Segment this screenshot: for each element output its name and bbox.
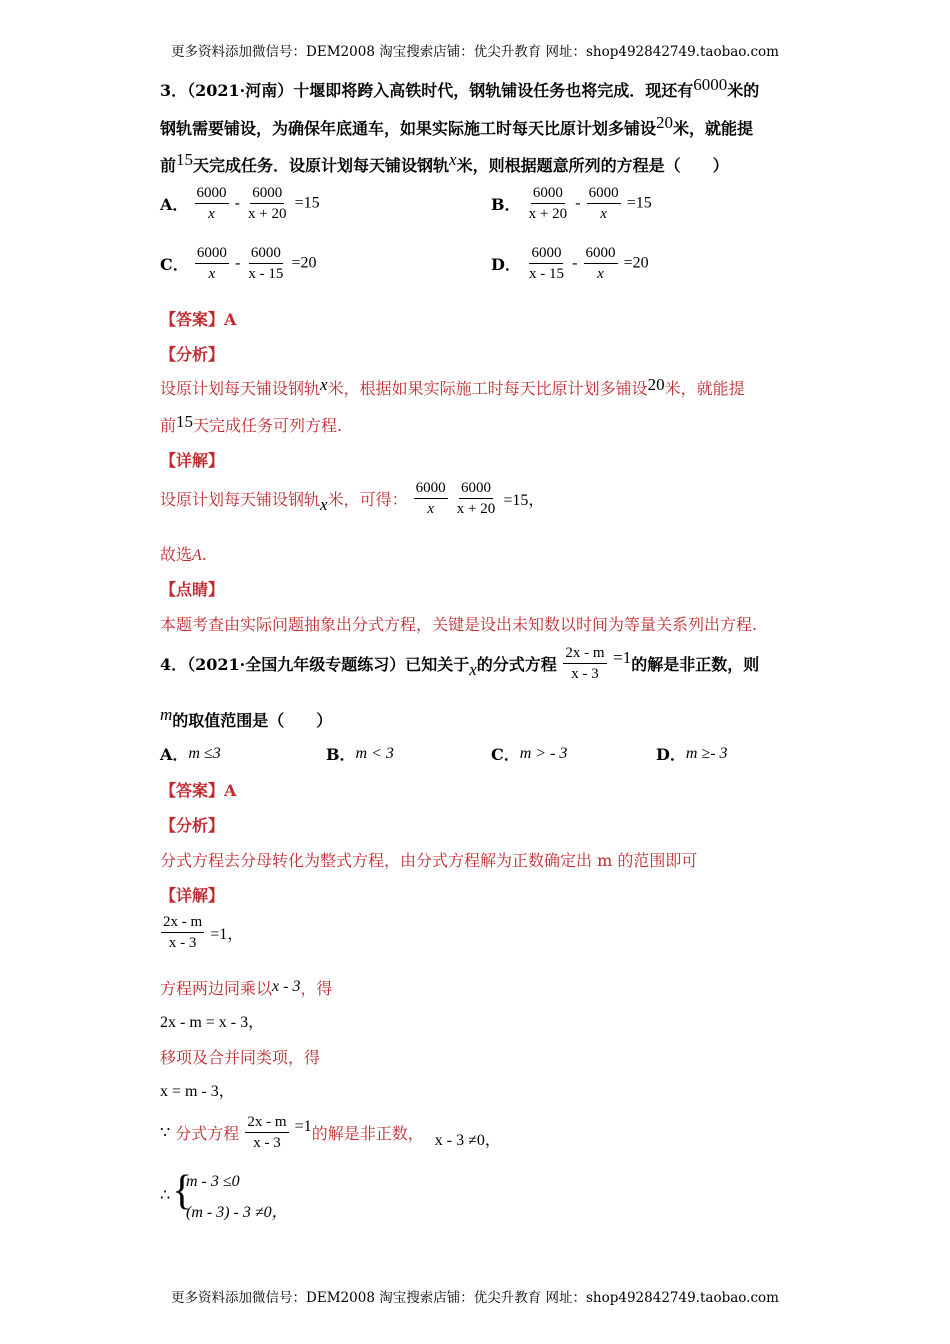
- fraction: [414, 478, 448, 519]
- option-letter: C．: [160, 255, 189, 274]
- option-letter: A．: [160, 745, 189, 764]
- fraction-denominator-text: x: [600, 206, 607, 222]
- option-a-italic: A: [192, 547, 202, 564]
- step-text: ，得: [300, 979, 333, 998]
- q4-variable-m: m: [160, 705, 173, 724]
- analysis-text: 前: [160, 416, 177, 435]
- q4-step-1: [160, 912, 243, 953]
- equals-one: =1: [294, 1117, 312, 1135]
- step-text: 的解是非正数，: [311, 1124, 424, 1143]
- minus-sign: -: [234, 194, 240, 212]
- option-letter: B．: [491, 195, 521, 214]
- q4-step-4: 移项及合并同类项，得: [160, 1048, 321, 1067]
- option-letter: D．: [491, 255, 521, 274]
- equals-value: =20: [623, 254, 649, 272]
- fraction-numerator: 6000: [584, 243, 618, 264]
- number-20: 20: [647, 375, 665, 394]
- because-symbol: ∵: [160, 1124, 171, 1142]
- q3-detail-label: 【详解】: [160, 451, 225, 470]
- fraction-numerator: 6000: [529, 243, 563, 264]
- fraction-denominator-text: x: [597, 266, 604, 282]
- q3-answer-label: [160, 307, 236, 330]
- detail-equation-tail: =15，: [503, 492, 545, 509]
- step-math: x - 3: [272, 978, 301, 995]
- fraction-numerator: 6000: [587, 183, 621, 204]
- q3-line-2: [160, 113, 754, 139]
- q3-text: 3．（2021·河南）十堰即将跨入高铁时代，钢轨铺设任务也将完成．现还有: [160, 81, 694, 100]
- fraction-denominator: x + 20: [528, 206, 568, 222]
- q3-line-1: [160, 75, 760, 101]
- fraction: [246, 243, 285, 284]
- q3-option-a: [160, 183, 320, 224]
- q3-line-3: [160, 150, 729, 176]
- variable-x: x: [320, 494, 328, 514]
- q3-text: 前: [160, 156, 177, 175]
- q4-text: 的取值范围是（ ）: [172, 711, 333, 730]
- q4-text: 的分式方程: [476, 655, 557, 674]
- fraction-numerator: 6000: [531, 183, 565, 204]
- fraction: [527, 183, 569, 224]
- analysis-text: 天完成任务可列方程.: [193, 416, 343, 435]
- equals-value: =15: [294, 194, 320, 212]
- q4-analysis: 分式方程去分母转化为整式方程，由分式方程解为正数确定出 m 的范围即可: [160, 851, 698, 870]
- q3-number-20: 20: [656, 113, 674, 132]
- q4-analysis-label: 【分析】: [160, 816, 225, 835]
- fraction-numerator: 6000: [249, 243, 283, 264]
- fraction-denominator: x - 3: [571, 666, 599, 682]
- option-math: m ≤3: [188, 745, 221, 762]
- q4-step-6: [160, 1112, 501, 1153]
- fraction-denominator: x - 3: [253, 1135, 281, 1151]
- fraction: [587, 183, 621, 224]
- equals-one: =1: [613, 647, 632, 667]
- analysis-text: 设原计划每天铺设钢轨: [160, 379, 321, 398]
- fraction: [455, 478, 497, 519]
- q4-option-c: [491, 742, 567, 765]
- therefore-symbol: ∴: [160, 1187, 171, 1204]
- step-text: 分式方程: [175, 1124, 240, 1143]
- q3-text: 米，则根据题意所列的方程是（ ）: [456, 156, 729, 175]
- q4-step-5: x = m - 3，: [160, 1083, 235, 1100]
- fraction-numerator: 6000: [414, 478, 448, 499]
- step-math: x - 3 ≠0，: [434, 1132, 501, 1149]
- fraction-denominator: [425, 499, 436, 519]
- fraction: [563, 643, 606, 684]
- answer-text: 【答案】A: [160, 310, 237, 329]
- fraction-denominator: x - 15: [248, 266, 284, 282]
- q3-variable-x: x: [449, 150, 457, 169]
- option-math: m < 3: [355, 745, 394, 762]
- fraction-numerator: 6000: [250, 183, 284, 204]
- fraction-denominator: [595, 264, 606, 284]
- q4-answer-label: 【答案】A: [160, 781, 237, 800]
- q3-analysis-line-2: [160, 413, 342, 436]
- q3-comment-label: 【点睛】: [160, 580, 225, 599]
- system-line-2: (m - 3) - 3 ≠0，: [186, 1204, 288, 1221]
- q4-step-3: 2x - m = x - 3，: [160, 1014, 265, 1031]
- q3-number-15: 15: [176, 150, 194, 169]
- fraction: [195, 243, 229, 284]
- fraction-numerator: 6000: [195, 243, 229, 264]
- page-header: 更多资料添加微信号：DEM2008 淘宝搜索店铺：优尖升教育 网址：shop492842749.taobao.com: [171, 44, 779, 60]
- q4-text: 的解是非正数，则: [631, 655, 760, 674]
- number-15: 15: [176, 412, 194, 431]
- minus-sign: -: [234, 254, 241, 272]
- fraction-denominator: x - 15: [528, 266, 564, 282]
- q4-option-d: [656, 742, 728, 765]
- detail-text: 米，可得：: [327, 490, 408, 509]
- fraction-numerator: 2x - m: [161, 912, 204, 933]
- q4-text: 4．（2021·全国九年级专题练习）已知关于: [160, 655, 470, 674]
- q3-comment: 本题考查由实际问题抽象出分式方程，关键是设出未知数以时间为等量关系列出方程.: [160, 615, 758, 634]
- fraction-denominator: [598, 204, 609, 224]
- fraction: [161, 912, 204, 953]
- q3-text: 天完成任务．设原计划每天铺设钢轨: [193, 156, 450, 175]
- fraction-denominator: x + 20: [248, 206, 287, 222]
- fraction-denominator: x + 20: [456, 501, 496, 517]
- detail-text: 故选: [160, 545, 193, 564]
- q3-detail-line-1: [160, 478, 544, 519]
- option-letter: C．: [491, 745, 520, 764]
- q4-step-2: [160, 976, 332, 999]
- option-letter: B．: [326, 745, 356, 764]
- fraction-numerator: 2x - m: [563, 643, 606, 664]
- option-math: m ≥- 3: [685, 745, 728, 762]
- fraction-denominator-text: x: [208, 266, 216, 282]
- fraction-denominator: [206, 204, 217, 224]
- q4-option-a: [160, 742, 221, 765]
- fraction: [195, 183, 229, 224]
- q4-option-b: [326, 742, 394, 765]
- fraction: [584, 243, 618, 284]
- analysis-text: 米，就能提: [664, 379, 745, 398]
- equals-value: =20: [291, 254, 317, 272]
- q3-option-c: [160, 243, 316, 284]
- step-text: 方程两边同乘以: [160, 979, 273, 998]
- minus-sign: -: [575, 194, 581, 212]
- fraction: [246, 183, 288, 224]
- q3-text: 米的: [727, 81, 760, 100]
- q3-option-b: [491, 183, 652, 224]
- detail-text: 设原计划每天铺设钢轨: [160, 490, 321, 509]
- q3-option-d: [491, 243, 649, 284]
- q3-text: 米，就能提: [673, 119, 754, 138]
- q4-variable-x: x: [469, 659, 477, 679]
- q3-analysis-label: 【分析】: [160, 345, 225, 364]
- system-brace: {: [172, 1168, 193, 1214]
- variable-x: x: [320, 375, 328, 394]
- fraction-denominator: x - 3: [168, 935, 197, 951]
- system-line-1: m - 3 ≤0: [186, 1173, 240, 1190]
- fraction-denominator: [207, 264, 218, 284]
- q4-line-2: [160, 705, 333, 731]
- analysis-text: 米，根据如果实际施工时每天比原计划多铺设: [327, 379, 648, 398]
- q4-detail-label: 【详解】: [160, 886, 225, 905]
- fraction-numerator: 6000: [459, 478, 493, 499]
- option-letter: D．: [656, 745, 686, 764]
- q3-number-6000: 6000: [693, 75, 728, 94]
- detail-text: .: [201, 545, 207, 564]
- fraction-numerator: 6000: [195, 183, 229, 204]
- fraction-numerator: 2x - m: [245, 1112, 288, 1133]
- equals-value: =15: [626, 194, 652, 212]
- fraction: [527, 243, 566, 284]
- q3-text: 钢轨需要铺设，为确保年底通车，如果实际施工时每天比原计划多铺设: [160, 119, 657, 138]
- fraction-denominator-text: x: [427, 501, 434, 517]
- q3-detail-line-2: [160, 542, 207, 565]
- q4-line-1: [160, 643, 759, 684]
- option-letter: A．: [160, 195, 189, 214]
- fraction-denominator-text: x: [208, 206, 215, 222]
- page-footer: 更多资料添加微信号：DEM2008 淘宝搜索店铺：优尖升教育 网址：shop492842749.taobao.com: [171, 1290, 779, 1306]
- option-math: m > - 3: [519, 745, 568, 762]
- fraction: [245, 1112, 288, 1153]
- q3-analysis-line-1: [160, 376, 745, 399]
- minus-sign: -: [572, 254, 578, 272]
- equation-tail: =1，: [210, 926, 244, 943]
